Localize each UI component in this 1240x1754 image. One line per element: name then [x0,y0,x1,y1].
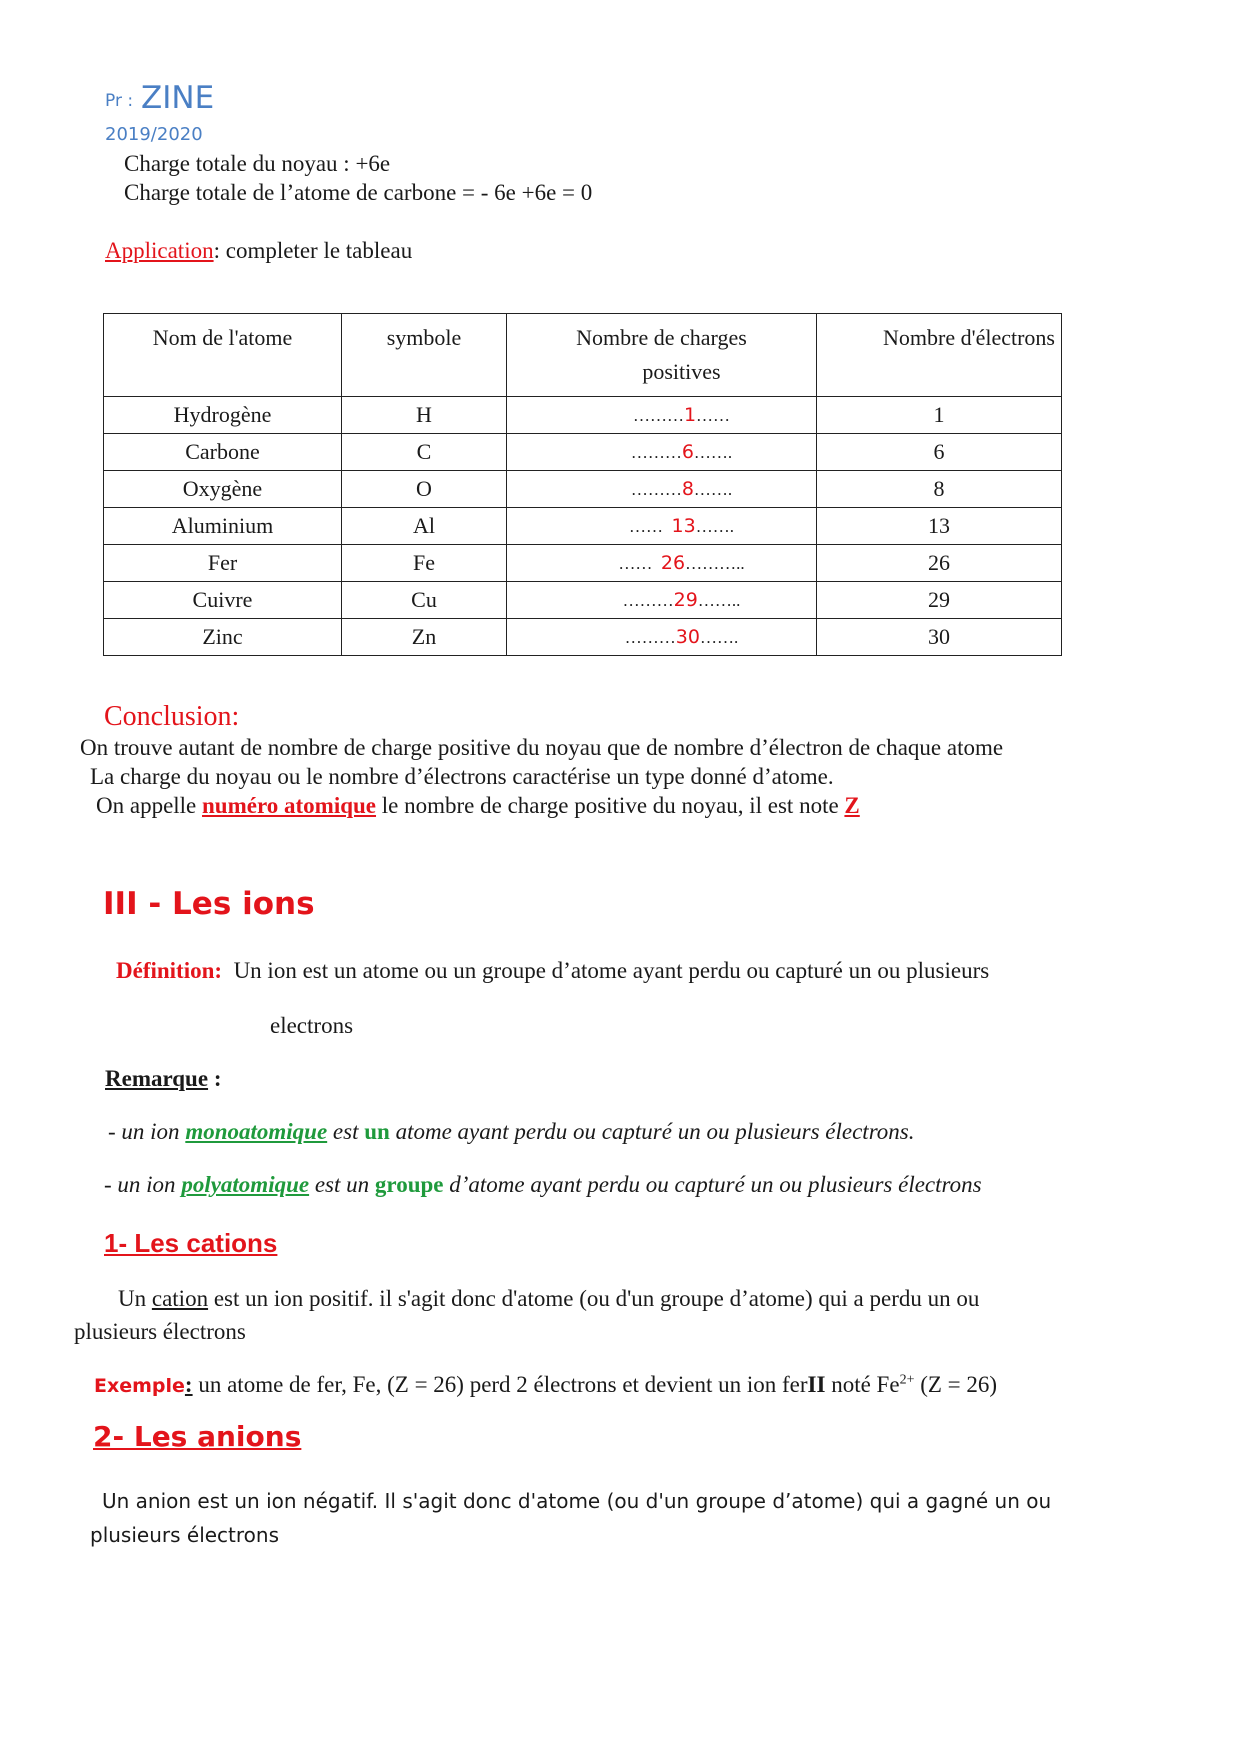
example-charge: 2+ [899,1372,915,1388]
cell-symbol: Fe [342,545,507,582]
cell-name: Fer [104,545,342,582]
remark-1-post: atome ayant perdu ou capturé un ou plusieurs électrons. [389,1119,915,1144]
dots-post: ……. [699,628,739,647]
table-row [104,582,1062,619]
dots-pre: ……… [630,480,682,499]
monoatomic-term: monoatomique [185,1119,328,1144]
cell-electrons: 1 [817,397,1062,434]
example-roman: II [807,1372,826,1397]
cell-symbol: Al [342,508,507,545]
atom-table [103,313,1062,656]
dots-post: …… [696,406,731,425]
dots-pre: ……… [632,406,684,425]
answer-value: 26 [660,552,686,574]
cell-charges [507,508,817,545]
cell-charges [507,619,817,656]
cell-electrons: 6 [817,434,1062,471]
cell-symbol: C [342,434,507,471]
header-atom-name: Nom de l'atome [104,314,342,397]
table-row [104,508,1062,545]
cell-electrons: 29 [817,582,1062,619]
table-row [104,397,1062,434]
table-row [104,434,1062,471]
cell-charges [507,397,817,434]
cation-example-line [94,1372,997,1398]
conclusion-line-2: La charge du noyau ou le nombre d’électrons caractérise un type donné d’atome. [90,764,834,789]
cell-electrons: 30 [817,619,1062,656]
table-row [104,471,1062,508]
anion-text-line-2: plusieurs électrons [90,1523,280,1547]
definition-line [116,958,989,984]
answer-value: 29 [673,589,698,611]
cell-electrons: 26 [817,545,1062,582]
answer-value: 8 [681,478,694,500]
cell-symbol: O [342,471,507,508]
cell-electrons: 13 [817,508,1062,545]
cell-name: Carbone [104,434,342,471]
cell-name: Zinc [104,619,342,656]
cell-charges [507,582,817,619]
dots-post: ……….. [685,554,745,573]
header-positive-charges [507,314,817,397]
example-text: un atome de fer, Fe, (Z = 26) perd 2 électrons et devient un ion fer [192,1372,808,1397]
definition-text: Un ion est un atome ou un groupe d’atome ayant perdu ou capturé un ou plusieurs [233,958,990,983]
header-positive-charges-line2: positives [642,359,721,384]
cell-electrons: 8 [817,471,1062,508]
application-label: Application [105,238,214,263]
header-symbol: symbole [342,314,507,397]
cation-text-post: est un ion positif. il s'agit donc d'atome (ou d'un groupe d’atome) qui a perdu un ou [208,1286,980,1311]
remark-2-groupe: groupe [374,1172,444,1197]
teacher-name: ZINE [141,80,215,116]
application-line [105,238,412,264]
dots-post: ……. [693,443,733,462]
answer-value: 1 [683,404,697,426]
remark-2-pre: - un ion [104,1172,182,1197]
cell-symbol: Cu [342,582,507,619]
example-noted: noté Fe [825,1372,900,1397]
table-row [104,545,1062,582]
definition-label: Définition: [116,958,223,983]
section-ions-title: III - Les ions [103,886,315,922]
conclusion-line-3-mid: le nombre de charge positive du noyau, il est note [376,793,845,818]
dots-pre: …… [629,517,672,536]
remark-2-mid: est un [309,1172,375,1197]
cation-text-line-1 [118,1286,979,1312]
cell-name: Aluminium [104,508,342,545]
table-row [104,619,1062,656]
answer-value: 6 [681,441,694,463]
school-year: 2019/2020 [105,124,203,145]
conclusion-line-3-pre: On appelle [96,793,203,818]
remark-1-pre: - un ion [108,1119,186,1144]
intro-line-1: Charge totale du noyau : +6e [124,151,391,176]
remark-polyatomic [104,1172,982,1198]
remark-monoatomic [108,1119,915,1145]
cell-name: Oxygène [104,471,342,508]
table-header-row [104,314,1062,397]
teacher-label: Pr : [105,91,134,111]
dots-pre: ……… [630,443,682,462]
conclusion-line-3 [96,793,860,819]
cell-name: Hydrogène [104,397,342,434]
example-colon: : [184,1372,193,1397]
anion-text-line-1: Un anion est un ion négatif. Il s'agit donc d'atome (ou d'un groupe d’atome) qui a gagné un ou [102,1489,1052,1513]
remark-1-mid: est [327,1119,365,1144]
conclusion-title: Conclusion: [104,701,240,732]
application-text: : completer le tableau [213,238,413,263]
cell-symbol: Zn [342,619,507,656]
remark-1-un: un [364,1119,390,1144]
cation-term: cation [151,1286,209,1311]
cell-symbol: H [342,397,507,434]
dots-post: ……. [695,517,734,536]
remarque-colon: : [208,1066,222,1091]
z-symbol: Z [844,793,860,818]
example-end: (Z = 26) [914,1372,998,1397]
example-label: Exemple [94,1375,185,1397]
cell-charges [507,545,817,582]
cations-title: 1- Les cations [104,1228,278,1258]
cell-name: Cuivre [104,582,342,619]
cation-text-pre: Un [118,1286,152,1311]
answer-value: 30 [675,626,700,648]
answer-value: 13 [671,515,696,537]
conclusion-line-1: On trouve autant de nombre de charge positive du noyau que de nombre d’électron de chaque atome [80,735,1004,760]
dots-post: …….. [697,591,741,610]
header-positive-charges-line1: Nombre de charges [576,325,747,350]
dots-pre: ……… [622,591,674,610]
remarque-label: Remarque [105,1066,209,1091]
anions-title: 2- Les anions [93,1420,302,1453]
definition-continuation: electrons [270,1013,354,1038]
intro-line-2: Charge totale de l’atome de carbone = - 6e +6e = 0 [124,180,593,205]
cation-text-line-2: plusieurs électrons [74,1319,246,1344]
remarque-line [105,1066,221,1092]
header-electrons: Nombre d'électrons [817,314,1062,397]
polyatomic-term: polyatomique [181,1172,310,1197]
cell-charges [507,434,817,471]
dots-pre: ……… [624,628,676,647]
dots-post: ……. [693,480,733,499]
remark-2-post: d’atome ayant perdu ou capturé un ou plusieurs électrons [443,1172,982,1197]
cell-charges [507,471,817,508]
dots-pre: …… [618,554,661,573]
atomic-number-term: numéro atomique [202,793,377,818]
